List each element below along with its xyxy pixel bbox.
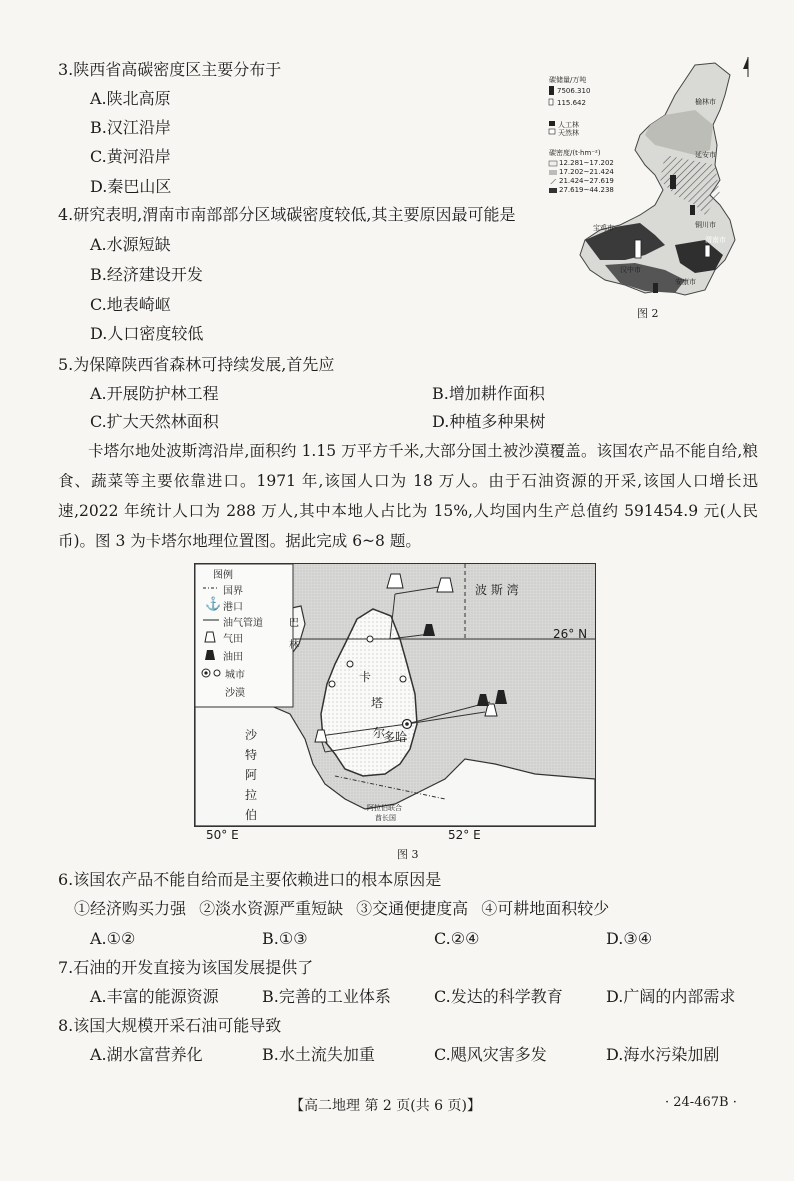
- question-5-option-b: B.增加耕作面积: [432, 384, 545, 403]
- label-52e: 52° E: [448, 828, 481, 842]
- svg-text:⚓: ⚓: [205, 597, 222, 612]
- question-7-stem: 7.石油的开发直接为该国发展提供了: [58, 958, 314, 977]
- legend-gas: 气田: [223, 634, 243, 645]
- label-saudi-3: 阿: [245, 768, 258, 782]
- storage-bar: [705, 245, 710, 257]
- legend-port: 港口: [223, 602, 243, 613]
- question-6-option-d: D.③④: [606, 929, 653, 948]
- legend-class-3: 21.424~27.619: [559, 177, 614, 185]
- label-saudi-1: 沙: [245, 728, 258, 742]
- question-6-items: ①经济购买力强 ②淡水资源严重短缺 ③交通便捷度高 ④可耕地面积较少: [74, 899, 610, 918]
- label-qatar-3: 尔: [373, 726, 386, 740]
- label-saudi-4: 拉: [245, 788, 258, 802]
- figure-2-caption: 图 2: [637, 307, 659, 320]
- legend-storage-max-swatch: [549, 86, 554, 95]
- figure-3-map: [194, 563, 596, 827]
- label-saudi-2: 特: [245, 748, 258, 762]
- question-6-stem: 6.该国农产品不能自给而是主要依赖进口的根本原因是: [58, 870, 442, 889]
- label-bahrain-2: 林: [289, 640, 299, 651]
- storage-bar: [653, 283, 658, 293]
- question-5-option-c: C.扩大天然林面积: [90, 412, 219, 431]
- north-arrow-icon: [743, 57, 748, 69]
- legend-class-2: 17.202~21.424: [559, 168, 614, 176]
- doha-city-dot: [405, 722, 409, 726]
- label-26n: 26° N: [553, 627, 588, 641]
- legend-class-4: 27.619~44.238: [559, 186, 614, 194]
- question-3-option-a: A.陕北高原: [90, 89, 171, 108]
- qatar-passage: 卡塔尔地处波斯湾沿岸,面积约 1.15 万平方千米,大部分国土被沙漠覆盖。该国农产品不能自给,粮食、蔬菜等主要依靠进口。1971 年,该国人口为 18 万人。由于石油资源的开采,该国人口增长迅速,2022 年统计人口为 288 万人,其中本地人占比为 15%,人均国内生产总值约 591454.9 元(人民币)。图 3 为卡塔尔地理位置图。据此完成 6~8 题。: [58, 442, 758, 550]
- question-8-option-a: A.湖水富营养化: [90, 1045, 203, 1064]
- legend-forest1-swatch: [549, 121, 555, 126]
- city-label: 宝鸡市: [593, 224, 614, 232]
- label-qatar-1: 卡: [359, 670, 372, 684]
- question-4-option-b: B.经济建设开发: [90, 265, 203, 284]
- city-icon: [347, 661, 353, 667]
- city-label: 安康市: [675, 278, 696, 286]
- legend-city-icon: [214, 670, 220, 676]
- city-icon: [329, 681, 335, 687]
- city-label: 汉中市: [620, 266, 641, 274]
- label-50e: 50° E: [206, 828, 239, 842]
- question-7-option-a: A.丰富的能源资源: [90, 987, 219, 1006]
- legend-storage-min: 115.642: [557, 99, 586, 107]
- legend-storage-min-swatch: [549, 99, 553, 105]
- storage-bar: [690, 205, 695, 215]
- label-doha: 多哈: [383, 730, 408, 744]
- question-3-stem: 3.陕西省高碳密度区主要分布于: [58, 60, 282, 79]
- legend-title: 图例: [213, 570, 233, 581]
- question-4-option-d: D.人口密度较低: [90, 324, 204, 343]
- question-4-option-a: A.水源短缺: [90, 235, 171, 254]
- legend-forest-1: 人工林: [558, 121, 579, 129]
- legend-pipeline: 油气管道: [223, 618, 263, 629]
- question-6-option-b: B.①③: [262, 929, 308, 948]
- label-persian-gulf: 波 斯 湾: [475, 583, 519, 597]
- question-4-option-c: C.地表崎岖: [90, 295, 171, 314]
- legend-class3-swatch: [549, 179, 557, 184]
- question-8-option-b: B.水土流失加重: [262, 1045, 375, 1064]
- city-label: 渭南市: [705, 236, 726, 244]
- legend-storage-title: 碳储量/万吨: [549, 76, 587, 84]
- figure-2-map: [545, 55, 760, 320]
- label-uae-1: 阿拉伯联合: [367, 804, 402, 812]
- city-icon: [400, 676, 406, 682]
- label-uae-2: 酋长国: [375, 814, 396, 822]
- legend-border: 国界: [223, 586, 243, 597]
- question-7-option-c: C.发达的科学教育: [434, 987, 563, 1006]
- question-4-stem: 4.研究表明,渭南市南部部分区域碳密度较低,其主要原因最可能是: [58, 205, 516, 224]
- question-8-option-c: C.飓风灾害多发: [434, 1045, 547, 1064]
- storage-bar: [635, 240, 641, 258]
- legend-class1-swatch: [549, 161, 557, 166]
- question-5-option-d: D.种植多种果树: [432, 412, 546, 431]
- figure-3-caption: 图 3: [397, 848, 419, 861]
- label-bahrain-1: 巴: [289, 618, 299, 629]
- question-7-option-b: B.完善的工业体系: [262, 987, 391, 1006]
- city-label: 榆林市: [695, 98, 716, 106]
- legend-storage-max: 7506.310: [557, 87, 591, 95]
- legend-forest2-swatch: [549, 129, 555, 134]
- question-6-option-c: C.②④: [434, 929, 480, 948]
- legend-class2-swatch: [549, 170, 557, 175]
- legend-forest-2: 天然林: [558, 129, 579, 137]
- city-label: 铜川市: [695, 221, 716, 229]
- question-3-option-c: C.黄河沿岸: [90, 147, 171, 166]
- legend-desert: 沙漠: [225, 688, 245, 699]
- question-3-option-d: D.秦巴山区: [90, 177, 172, 196]
- question-8-stem: 8.该国大规模开采石油可能导致: [58, 1016, 282, 1035]
- question-7-option-d: D.广阔的内部需求: [606, 987, 736, 1006]
- question-3-option-b: B.汉江沿岸: [90, 118, 171, 137]
- label-saudi-5: 伯: [245, 808, 258, 822]
- question-6-option-a: A.①②: [90, 929, 136, 948]
- legend-class-1: 12.281~17.202: [559, 159, 614, 167]
- legend-class4-swatch: [549, 188, 557, 193]
- question-5-option-a: A.开展防护林工程: [90, 384, 219, 403]
- city-icon: [367, 636, 373, 642]
- question-5-stem: 5.为保障陕西省森林可持续发展,首先应: [58, 355, 335, 374]
- legend-city: 城市: [225, 670, 245, 681]
- storage-bar: [670, 175, 676, 189]
- legend-oil: 油田: [223, 652, 243, 663]
- page-footer-code: · 24-467B ·: [665, 1095, 737, 1110]
- page-footer-title: 【高二地理 第 2 页(共 6 页)】: [290, 1098, 481, 1114]
- legend-density-title: 碳密度/(t·hm⁻²): [549, 149, 601, 157]
- label-qatar-2: 塔: [371, 696, 384, 710]
- question-8-option-d: D.海水污染加剧: [606, 1045, 720, 1064]
- city-label: 延安市: [695, 151, 716, 159]
- legend-gas-icon: [205, 632, 215, 642]
